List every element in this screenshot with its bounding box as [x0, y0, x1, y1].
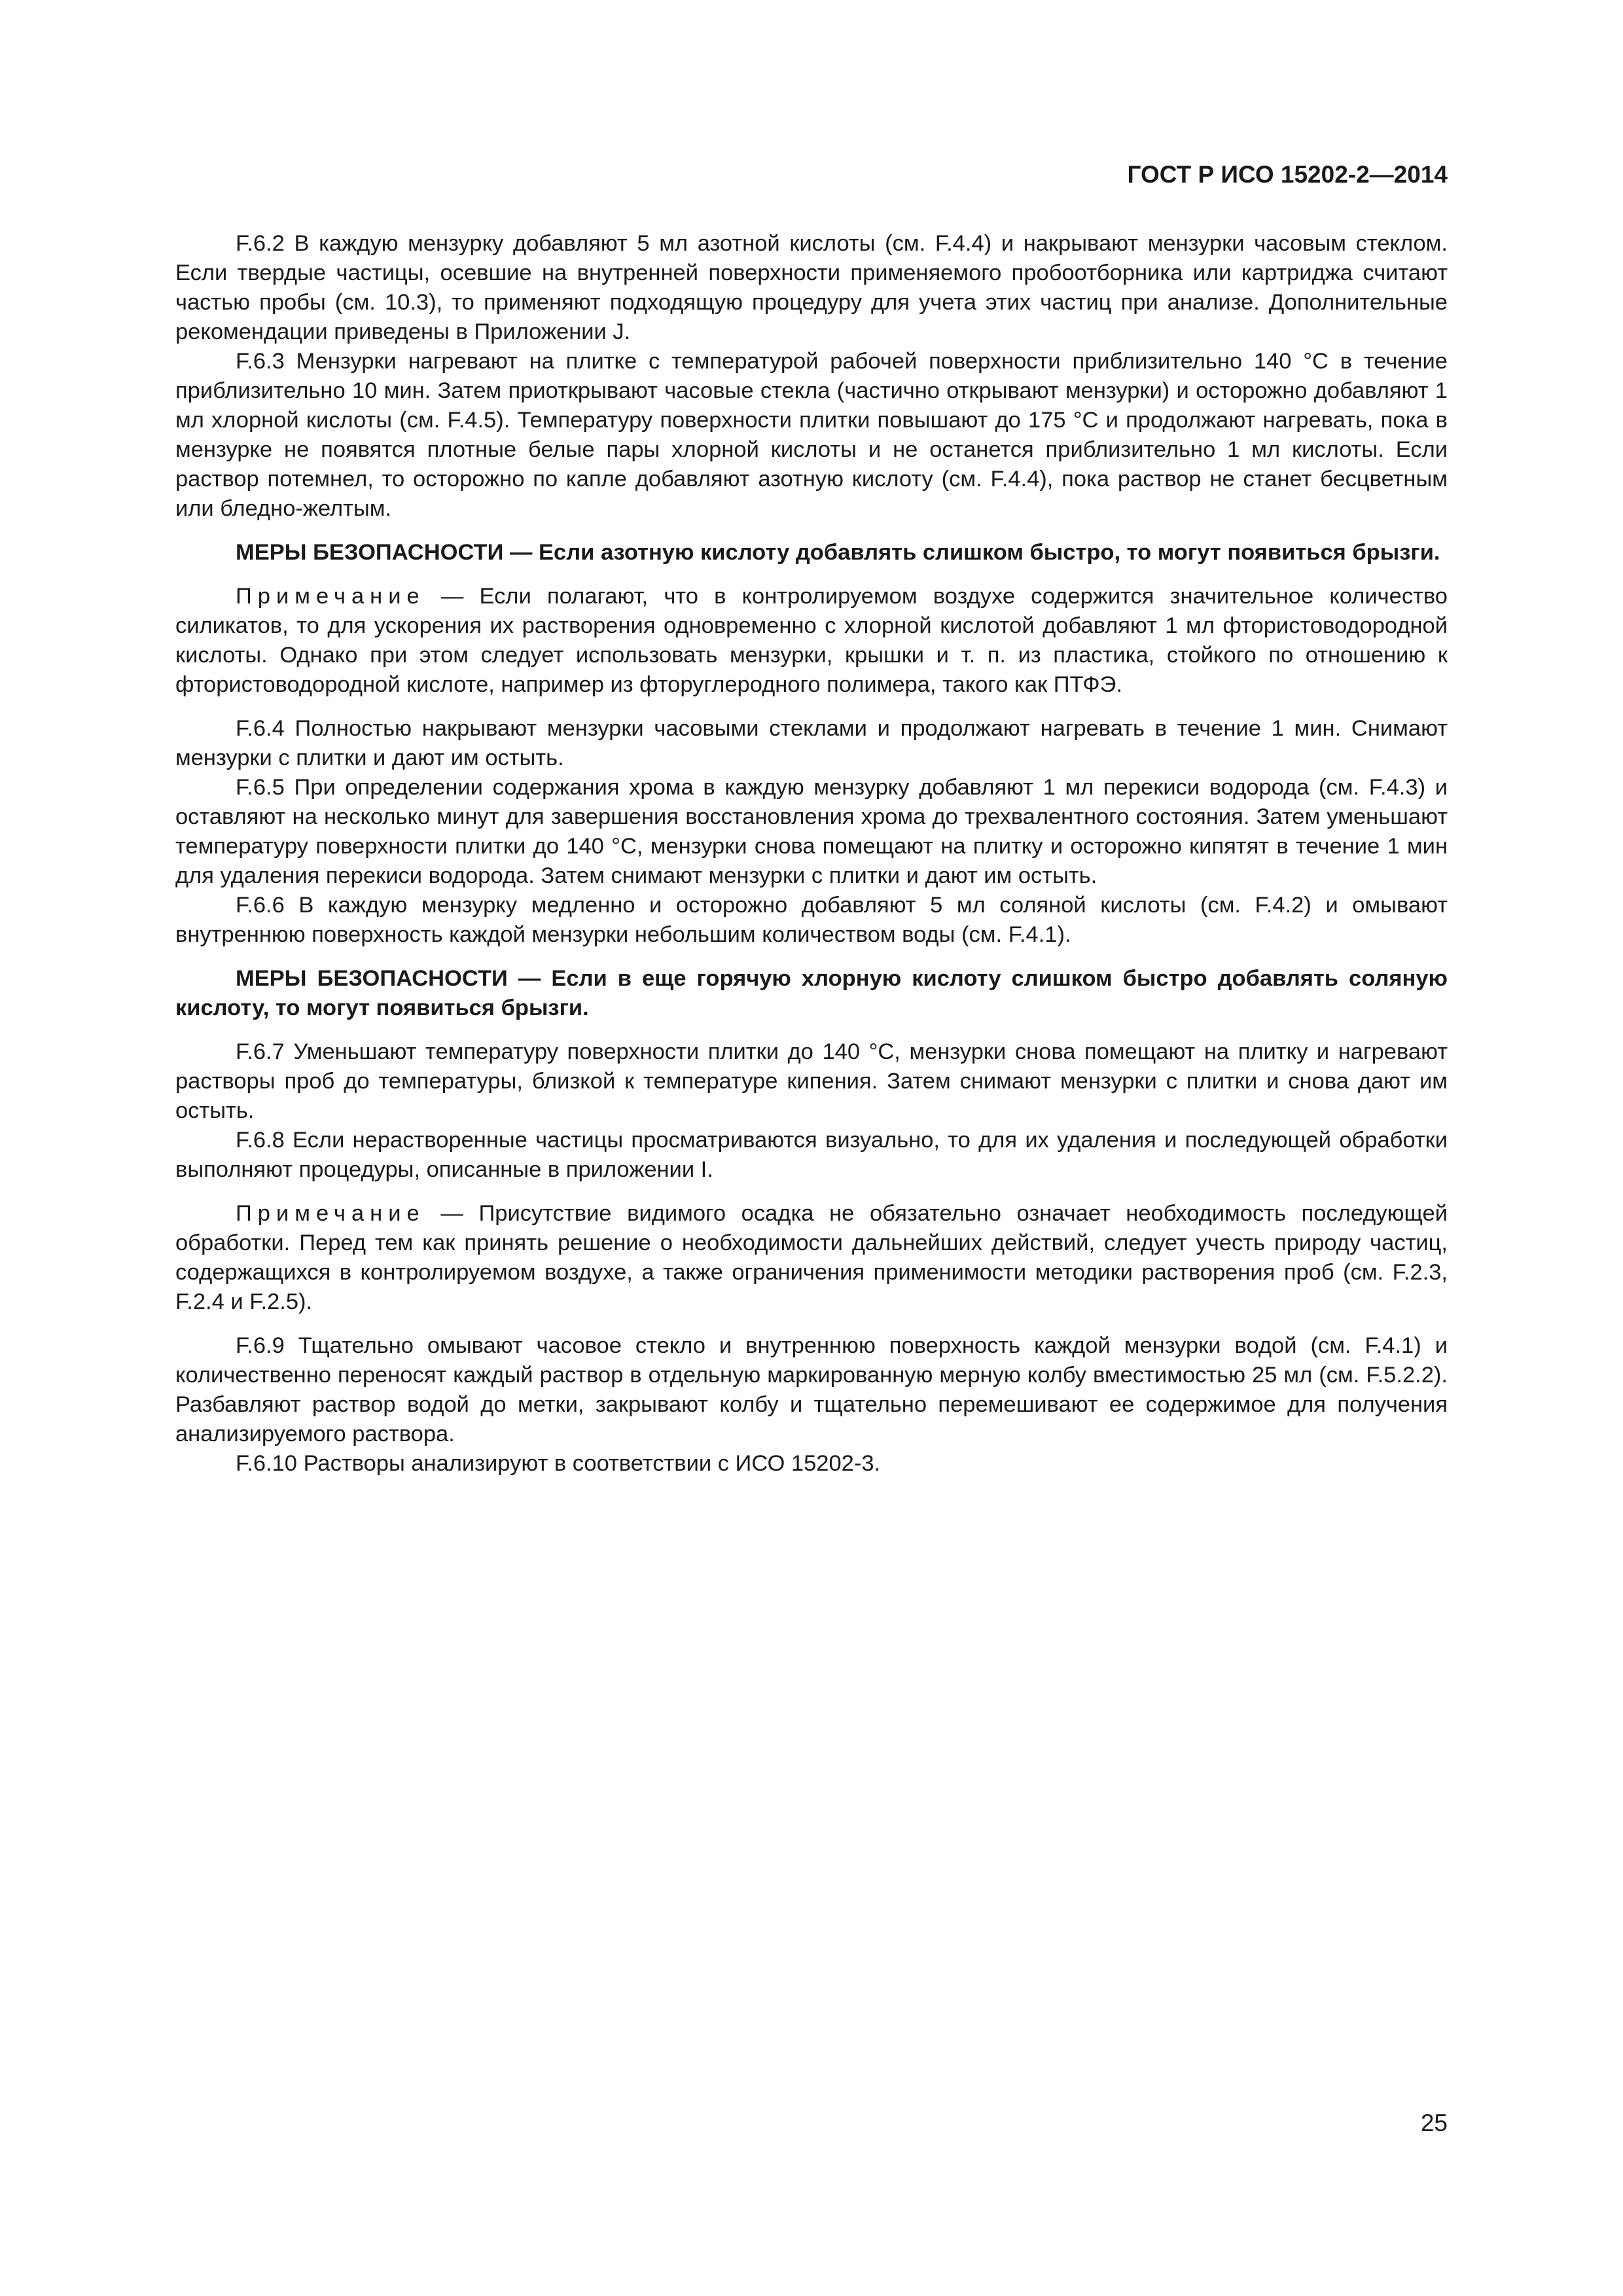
safety-warning-1: МЕРЫ БЕЗОПАСНОСТИ — Если азотную кислоту добавлять слишком быстро, то могут появиться брызги.: [236, 540, 1440, 565]
note-label: Примечание: [236, 1201, 425, 1226]
safety-warning-2: МЕРЫ БЕЗОПАСНОСТИ — Если в еще горячую хлорную кислоту слишком быстро добавлять соляную кислоту, то могут появиться брызги.: [175, 966, 1448, 1020]
clause-f-6-9: F.6.9 Тщательно омывают часовое стекло и внутреннюю поверхность каждой мензурки водой (см. F.4.1) и количественно переносят каждый раствор в отдельную маркированную мерную колбу вместимостью 25 мл (см. F.5.2.2). Разбавляют раствор водой до метки, закрывают колбу и тщательно перемешивают ее содержимое для получения анализируемого раствора.: [175, 1333, 1448, 1446]
clause-f-6-5: F.6.5 При определении содержания хрома в каждую мензурку добавляют 1 мл перекиси водорода (см. F.4.3) и оставляют на несколько минут для завершения восстановления хрома до трехвалентного состояния. Затем уменьшают температуру поверхности плитки до 140 °C, мензурки снова помещают на плитку и осторожно кипятят в течение 1 мин для удаления перекиси водорода. Затем снимают мензурки с плитки и дают им остыть.: [175, 775, 1448, 888]
note-text: — Присутствие видимого осадка не обязательно означает необходимость последующей обработки. Перед тем как принять решение о необходимости дальнейших действий, следует учесть природу частиц, содержащихся в контролируемом воздухе, а также ограничения применимости методики растворения проб (см. F.2.3, F.2.4 и F.2.5).: [175, 1201, 1448, 1314]
clause-f-6-10: F.6.10 Растворы анализируют в соответствии с ИСО 15202-3.: [236, 1451, 881, 1476]
page-number: 25: [1420, 2109, 1448, 2136]
clause-f-6-2: F.6.2 В каждую мензурку добавляют 5 мл азотной кислоты (см. F.4.4) и накрывают мензурки часовым стеклом. Если твердые частицы, осевшие на внутренней поверхности применяемого пробоотборника или картриджа считают частью пробы (см. 10.3), то применяют подходящую процедуру для учета этих частиц при анализе. Дополнительные рекомендации приведены в Приложении J.: [175, 231, 1448, 344]
document-body: [175, 229, 1448, 1479]
clause-f-6-3: F.6.3 Мензурки нагревают на плитке с температурой рабочей поверхности приблизительно 140 °C в течение приблизительно 10 мин. Затем приоткрывают часовые стекла (частично открывают мензурки) и осторожно добавляют 1 мл хлорной кислоты (см. F.4.5). Температуру поверхности плитки повышают до 175 °C и продолжают нагревать, пока в мензурке не появятся плотные белые пары хлорной кислоты и не останется приблизительно 1 мл кислоты. Если раствор потемнел, то осторожно по капле добавляют азотную кислоту (см. F.4.4), пока раствор не станет бесцветным или бледно-желтым.: [175, 349, 1448, 521]
clause-f-6-4: F.6.4 Полностью накрывают мензурки часовыми стеклами и продолжают нагревать в течение 1 мин. Снимают мензурки с плитки и дают им остыть.: [175, 716, 1448, 770]
clause-f-6-6: F.6.6 В каждую мензурку медленно и осторожно добавляют 5 мл соляной кислоты (см. F.4.2) и омывают внутреннюю поверхность каждой мензурки небольшим количеством воды (см. F.4.1).: [175, 893, 1448, 947]
clause-f-6-7: F.6.7 Уменьшают температуру поверхности плитки до 140 °C, мензурки снова помещают на плитку и нагревают растворы проб до температуры, близкой к температуре кипения. Затем снимают мензурки с плитки и снова дают им остыть.: [175, 1039, 1448, 1123]
note-text: — Если полагают, что в контролируемом воздухе содержится значительное количество силикатов, то для ускорения их растворения одновременно с хлорной кислотой добавляют 1 мл фтористоводородной кислоты. Однако при этом следует использовать мензурки, крышки и т. п. из пластика, стойкого по отношению к фтористоводородной кислоте, например из фторуглеродного полимера, такого как ПТФЭ.: [175, 584, 1448, 697]
note-label: Примечание: [236, 584, 425, 609]
note-1: [175, 582, 1448, 700]
clause-f-6-8: F.6.8 Если нерастворенные частицы просматриваются визуально, то для их удаления и последующей обработки выполняют процедуры, описанные в приложении I.: [175, 1128, 1448, 1182]
note-2: [175, 1199, 1448, 1317]
document-header: ГОСТ Р ИСО 15202-2—2014: [1127, 161, 1448, 188]
